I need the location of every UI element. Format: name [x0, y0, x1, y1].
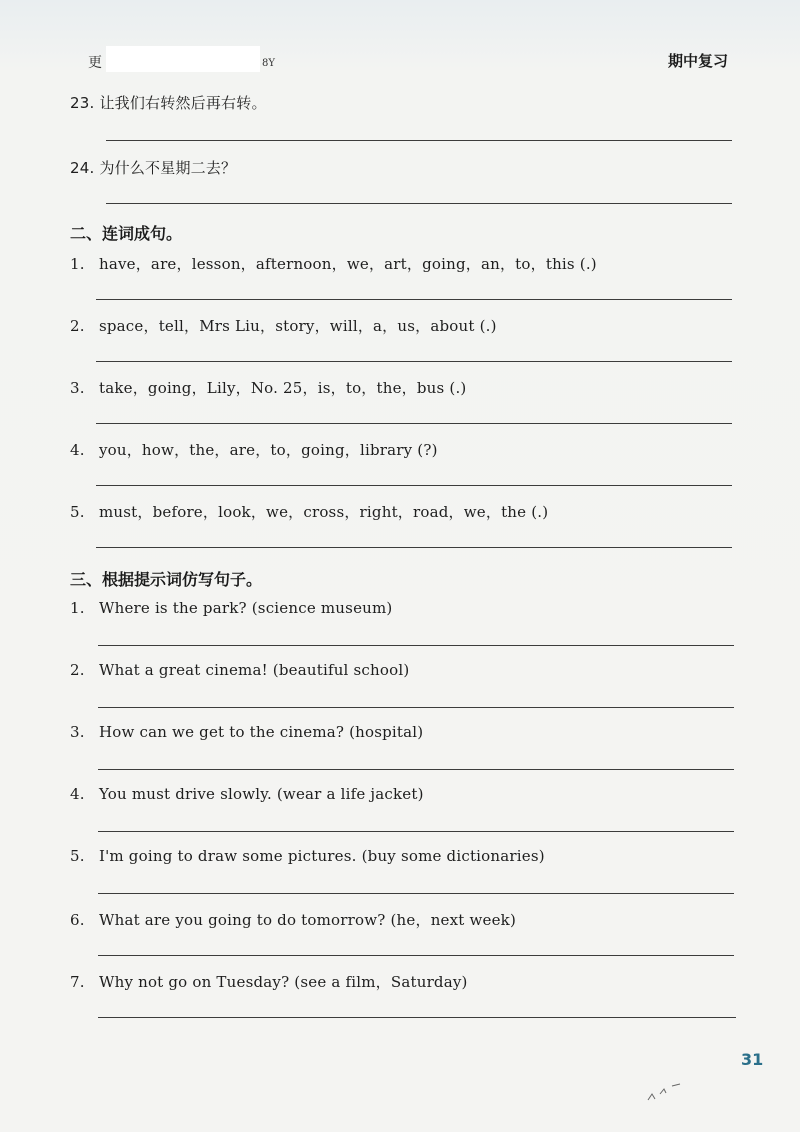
- answer-line[interactable]: [98, 1017, 736, 1018]
- section3-item-2: [70, 661, 409, 679]
- answer-line[interactable]: [98, 707, 734, 708]
- answer-line[interactable]: [98, 831, 734, 832]
- item-text: How can we get to the cinema? (hospital): [98, 723, 424, 741]
- item-text: must，before，look，we，cross，right，road，we，the (.): [98, 503, 549, 521]
- answer-line[interactable]: [98, 955, 734, 956]
- item-number: 3.: [70, 379, 85, 397]
- answer-line[interactable]: [96, 547, 732, 548]
- item-text: Why not go on Tuesday? (see a film，Saturday): [98, 973, 468, 991]
- section3-item-1: [70, 599, 392, 617]
- section2-item-4: [70, 439, 438, 460]
- section2-item-1: [70, 253, 597, 274]
- item-text: take，going，Lily，No. 25，is，to，the，bus (.): [98, 379, 467, 397]
- item-text: you，how，the，are，to，going，library (?): [98, 441, 438, 459]
- item-number: 5.: [70, 847, 85, 865]
- header-code: 8Y: [262, 58, 275, 69]
- item-number: 5.: [70, 503, 85, 521]
- item-text: What a great cinema! (beautiful school): [98, 661, 410, 679]
- item-number: 7.: [70, 973, 85, 991]
- item-number: 4.: [70, 441, 85, 459]
- section-title-3: 三、根据提示词仿写句子。: [70, 570, 263, 589]
- item-text: 为什么不星期二去？: [99, 159, 237, 177]
- answer-line[interactable]: [106, 203, 732, 204]
- item-number: 23.: [70, 94, 95, 112]
- answer-line[interactable]: [98, 645, 734, 646]
- item-text: Where is the park? (science museum): [98, 599, 393, 617]
- item-text: space，tell，Mrs Liu，story，will，a，us，about (.): [98, 317, 497, 335]
- section3-item-5: [70, 847, 545, 865]
- section-title-2: 二、连词成句。: [70, 224, 183, 243]
- answer-line[interactable]: [98, 893, 734, 894]
- answer-line[interactable]: [96, 485, 732, 486]
- page-number: 31: [741, 1050, 764, 1069]
- section2-item-2: [70, 315, 497, 336]
- item-text: have，are，lesson，afternoon，we，art，going，an，to，this (.): [98, 255, 597, 273]
- answer-line[interactable]: [98, 769, 734, 770]
- answer-line[interactable]: [106, 140, 732, 141]
- pencil-scribble-mark: [646, 1076, 696, 1106]
- item-text: You must drive slowly. (wear a life jacket): [98, 785, 424, 803]
- item-number: 4.: [70, 785, 85, 803]
- section2-item-3: [70, 377, 466, 398]
- header-left-char: 更: [88, 55, 102, 71]
- translate-item-24: [70, 157, 236, 178]
- item-text: I'm going to draw some pictures. (buy some dictionaries): [98, 847, 545, 865]
- section3-item-3: [70, 723, 423, 741]
- translate-item-23: [70, 92, 267, 113]
- answer-line[interactable]: [96, 361, 732, 362]
- section3-item-6: [70, 909, 516, 930]
- item-number: 6.: [70, 911, 85, 929]
- section3-item-7: [70, 971, 468, 992]
- item-text: What are you going to do tomorrow? (he，next week): [98, 911, 517, 929]
- section2-item-5: [70, 501, 548, 522]
- item-text: 让我们右转然后再右转。: [99, 94, 267, 112]
- item-number: 3.: [70, 723, 85, 741]
- redaction-block: [106, 46, 260, 72]
- item-number: 1.: [70, 255, 85, 273]
- answer-line[interactable]: [96, 423, 732, 424]
- section3-item-4: [70, 785, 424, 803]
- item-number: 2.: [70, 317, 85, 335]
- item-number: 1.: [70, 599, 85, 617]
- header-title: 期中复习: [668, 52, 729, 70]
- item-number: 2.: [70, 661, 85, 679]
- item-number: 24.: [70, 159, 95, 177]
- answer-line[interactable]: [96, 299, 732, 300]
